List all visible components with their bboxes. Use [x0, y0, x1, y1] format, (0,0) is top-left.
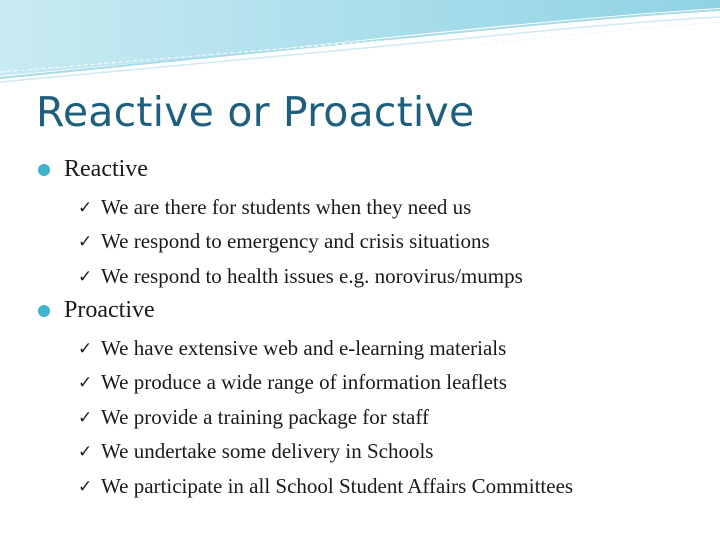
checkmark-icon: ✓ [78, 441, 93, 462]
list-item-text: We provide a training package for staff [101, 405, 429, 429]
bullet-reactive [38, 156, 148, 183]
slide-title: Reactive or Proactive [36, 88, 475, 136]
bullet-proactive [38, 297, 155, 324]
checkmark-icon: ✓ [78, 266, 93, 287]
list-item-text: We respond to health issues e.g. norovirus/mumps [101, 264, 523, 288]
list-item [78, 439, 433, 464]
checkmark-icon: ✓ [78, 231, 93, 252]
bullet-heading: Reactive [64, 156, 148, 182]
list-item-text: We produce a wide range of information leaflets [101, 370, 507, 394]
list-item-text: We undertake some delivery in Schools [101, 439, 434, 463]
list-item [78, 474, 573, 499]
list-item [78, 405, 429, 430]
checkmark-icon: ✓ [78, 372, 93, 393]
list-item-text: We are there for students when they need us [101, 195, 472, 219]
list-item [78, 264, 523, 289]
list-item-text: We have extensive web and e-learning materials [101, 336, 507, 360]
list-item [78, 195, 471, 220]
bullet-heading: Proactive [64, 297, 155, 323]
list-item [78, 336, 506, 361]
list-item-text: We respond to emergency and crisis situations [101, 229, 490, 253]
filled-circle-icon [38, 305, 50, 317]
list-item [78, 229, 490, 254]
checkmark-icon: ✓ [78, 476, 93, 497]
list-item-text: We participate in all School Student Affairs Committees [101, 474, 574, 498]
checkmark-icon: ✓ [78, 338, 93, 359]
filled-circle-icon [38, 164, 50, 176]
checkmark-icon: ✓ [78, 407, 93, 428]
checkmark-icon: ✓ [78, 197, 93, 218]
list-item [78, 370, 507, 395]
